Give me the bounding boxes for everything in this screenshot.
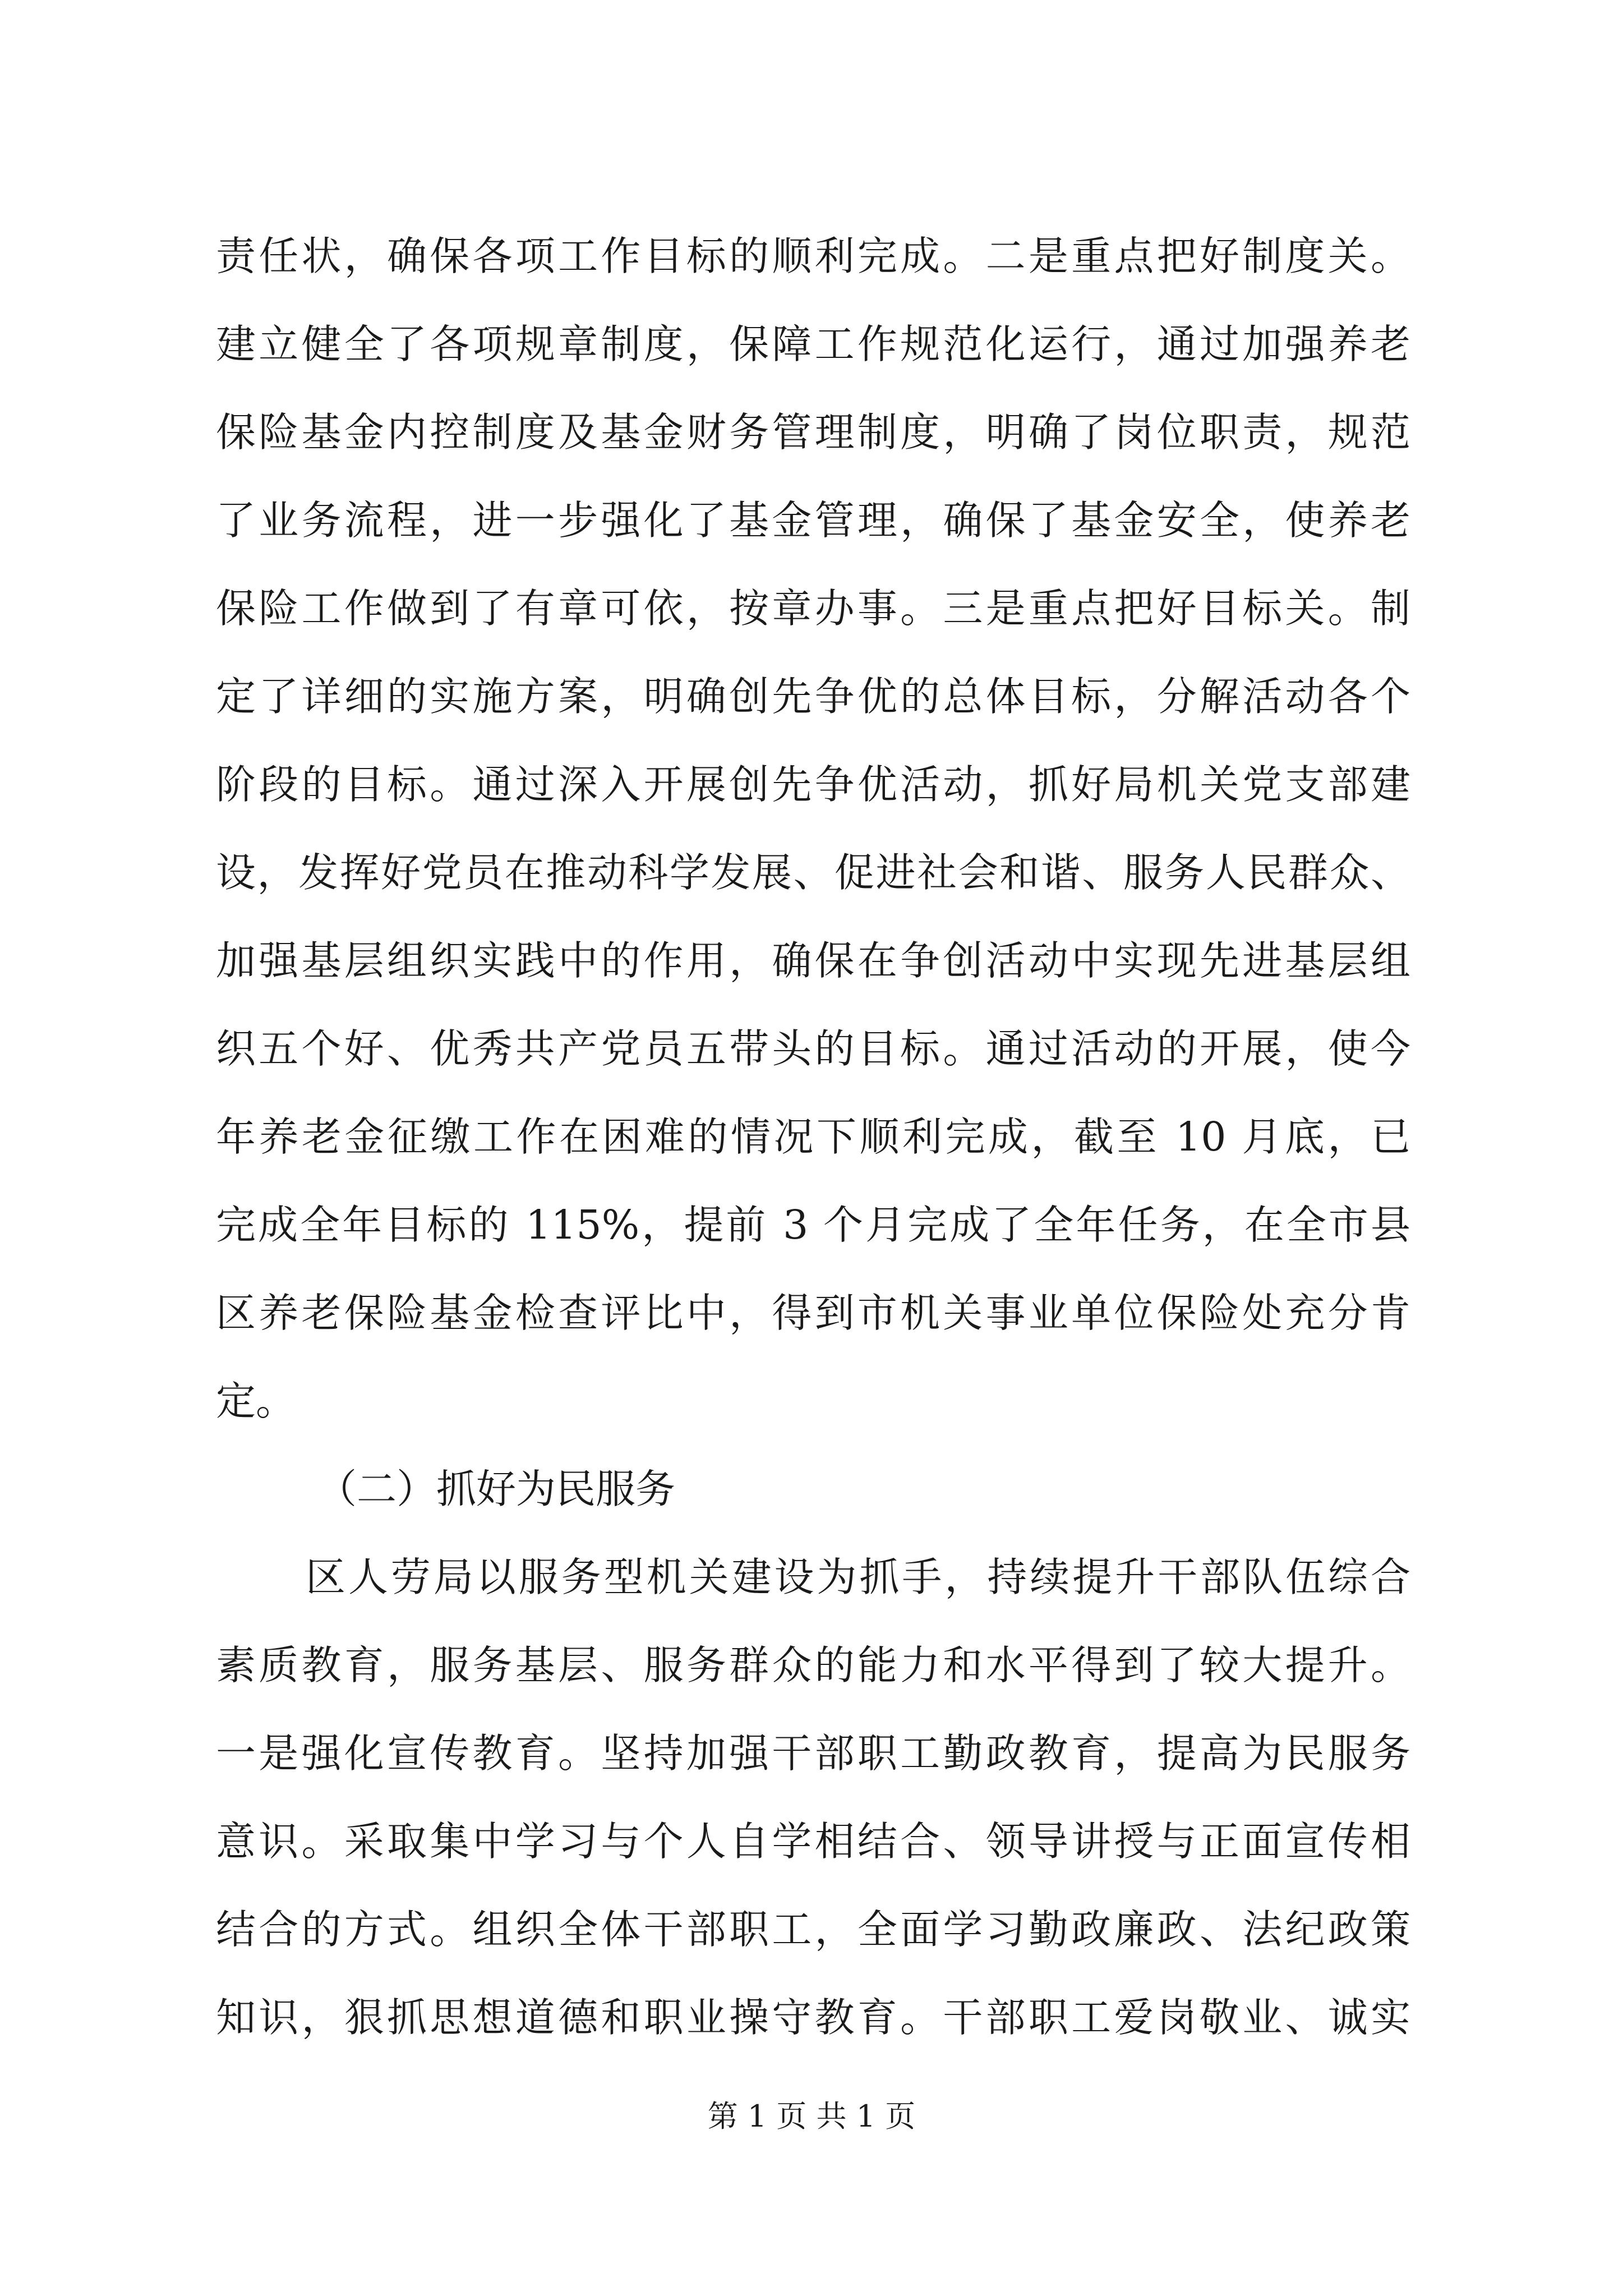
paragraph-line: 责任状，确保各项工作目标的顺利完成。二是重点把好制度关。	[216, 233, 1410, 279]
paragraph-line: 设，发挥好党员在推动科学发展、促进社会和谐、服务人民群众、	[216, 849, 1410, 896]
paragraph-line: 素质教育，服务基层、服务群众的能力和水平得到了较大提升。	[216, 1642, 1410, 1688]
paragraph-line: 年养老金征缴工作在困难的情况下顺利完成，截至 10 月底，已	[216, 1114, 1410, 1160]
paragraph-line: 区人劳局以服务型机关建设为抓手，持续提升干部队伍综合	[306, 1554, 1410, 1600]
paragraph-line: 完成全年目标的 115%，提前 3 个月完成了全年任务，在全市县	[216, 1202, 1410, 1248]
paragraph-line: 阶段的目标。通过深入开展创先争优活动，抓好局机关党支部建	[216, 761, 1410, 808]
paragraph-line: 定了详细的实施方案，明确创先争优的总体目标，分解活动各个	[216, 673, 1410, 720]
paragraph-line: 知识，狠抓思想道德和职业操守教育。干部职工爱岗敬业、诚实	[216, 1994, 1410, 2041]
paragraph-line: 区养老保险基金检查评比中，得到市机关事业单位保险处充分肯	[216, 1290, 1410, 1336]
paragraph-line: 保险基金内控制度及基金财务管理制度，明确了岗位职责，规范	[216, 409, 1410, 455]
paragraph-line: 保险工作做到了有章可依，按章办事。三是重点把好目标关。制	[216, 585, 1410, 632]
paragraph-line: 定。	[216, 1378, 296, 1424]
body-text	[216, 212, 1410, 2062]
section-heading: （二）抓好为民服务	[317, 1466, 676, 1512]
paragraph-line: 结合的方式。组织全体干部职工，全面学习勤政廉政、法纪政策	[216, 1906, 1410, 1953]
paragraph-line: 意识。采取集中学习与个人自学相结合、领导讲授与正面宣传相	[216, 1818, 1410, 1865]
page-footer: 第 1 页 共 1 页	[707, 2099, 916, 2134]
paragraph-line: 加强基层组织实践中的作用，确保在争创活动中实现先进基层组	[216, 937, 1410, 984]
paragraph-line: 了业务流程，进一步强化了基金管理，确保了基金安全，使养老	[216, 497, 1410, 544]
paragraph-line: 织五个好、优秀共产党员五带头的目标。通过活动的开展，使今	[216, 1025, 1410, 1072]
paragraph-line: 一是强化宣传教育。坚持加强干部职工勤政教育，提高为民服务	[216, 1730, 1410, 1777]
paragraph-line: 建立健全了各项规章制度，保障工作规范化运行，通过加强养老	[216, 321, 1410, 367]
